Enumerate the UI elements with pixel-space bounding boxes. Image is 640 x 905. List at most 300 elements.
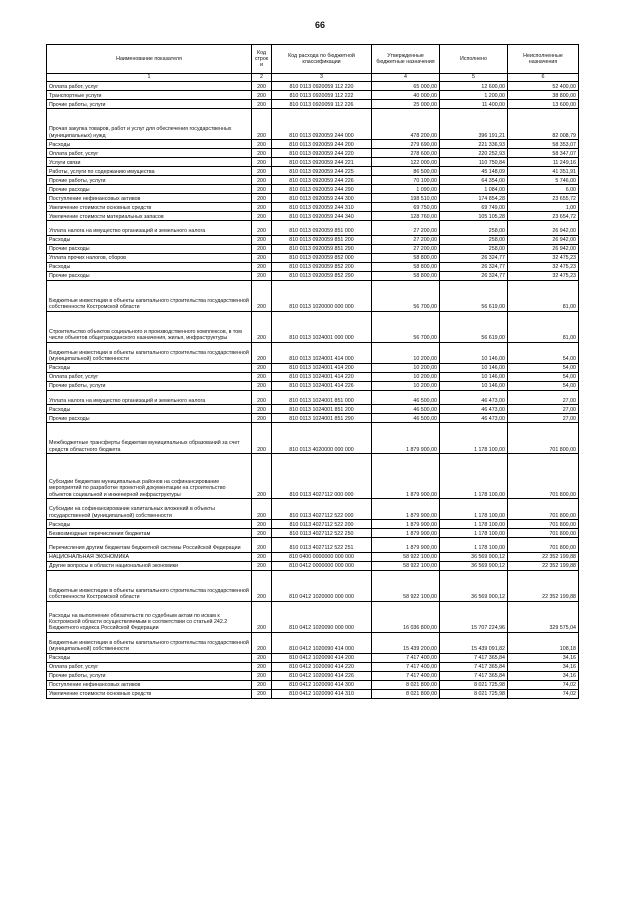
- table-row: [47, 570, 579, 601]
- column-number: 4: [372, 74, 440, 82]
- row-approved: 7 417 400,00: [372, 671, 440, 680]
- row-line-code: 200: [252, 311, 272, 342]
- row-approved: 56 700,00: [372, 311, 440, 342]
- table-row: [47, 109, 579, 140]
- row-line-code: 200: [252, 561, 272, 570]
- row-budget-code: 810 0113 1024001 851 200: [272, 405, 372, 414]
- row-name: Субсидии на софинансирование капитальных вложений в объекты государственной (муниципальной) собственности: [47, 499, 252, 520]
- page-number: 66: [314, 20, 325, 30]
- row-line-code: 200: [252, 680, 272, 689]
- table-row: [47, 262, 579, 271]
- row-unexecuted: 23 654,72: [508, 212, 579, 221]
- row-name: Бюджетные инвестиции в объекты капитального строительства государственной собственности Костромской области: [47, 570, 252, 601]
- table-row: [47, 520, 579, 529]
- row-unexecuted: 32 475,23: [508, 271, 579, 280]
- row-budget-code: 810 0113 1024001 414 000: [272, 342, 372, 363]
- row-budget-code: 810 0113 0920059 244 000: [272, 109, 372, 140]
- row-executed: 46 473,00: [440, 405, 508, 414]
- table-row: [47, 662, 579, 671]
- table-row: [47, 454, 579, 499]
- row-line-code: 200: [252, 372, 272, 381]
- row-approved: 58 800,00: [372, 262, 440, 271]
- row-budget-code: 810 0412 1020000 000 000: [272, 570, 372, 601]
- table-row: [47, 552, 579, 561]
- row-budget-code: 810 0400 0000000 000 000: [272, 552, 372, 561]
- row-executed: 1 178 100,00: [440, 538, 508, 553]
- row-executed: 1 178 100,00: [440, 423, 508, 454]
- row-line-code: 200: [252, 423, 272, 454]
- row-line-code: 200: [252, 91, 272, 100]
- row-approved: 46 500,00: [372, 390, 440, 405]
- row-executed: 1 084,00: [440, 185, 508, 194]
- row-approved: 58 922 100,00: [372, 570, 440, 601]
- row-budget-code: 810 0113 0920059 244 220: [272, 149, 372, 158]
- row-unexecuted: 701 800,00: [508, 529, 579, 538]
- row-executed: 26 324,77: [440, 253, 508, 262]
- row-name: Оплата работ, услуг: [47, 82, 252, 91]
- row-unexecuted: 27,00: [508, 414, 579, 423]
- row-budget-code: 810 0113 0920059 852 200: [272, 262, 372, 271]
- row-line-code: 200: [252, 529, 272, 538]
- column-number: 2: [252, 74, 272, 82]
- table-row: [47, 280, 579, 311]
- row-approved: 8 021 800,00: [372, 689, 440, 698]
- row-executed: 1 200,00: [440, 91, 508, 100]
- table-row: [47, 185, 579, 194]
- header-budget-code: Код расхода по бюджетной классификации: [272, 45, 372, 74]
- row-executed: 8 021 725,98: [440, 689, 508, 698]
- row-budget-code: 810 0113 4027112 522 200: [272, 520, 372, 529]
- table-row: [47, 271, 579, 280]
- column-number-row: [47, 74, 579, 82]
- row-line-code: 200: [252, 280, 272, 311]
- row-executed: 64 354,00: [440, 176, 508, 185]
- table-row: [47, 100, 579, 109]
- row-budget-code: 810 0113 0920059 851 200: [272, 235, 372, 244]
- row-budget-code: 810 0113 0920059 851 000: [272, 221, 372, 236]
- row-budget-code: 810 0113 0920059 244 226: [272, 176, 372, 185]
- row-unexecuted: 701 800,00: [508, 423, 579, 454]
- row-approved: 1 879 900,00: [372, 423, 440, 454]
- row-executed: 110 750,84: [440, 158, 508, 167]
- row-approved: 58 800,00: [372, 253, 440, 262]
- table-row: [47, 167, 579, 176]
- table-row: [47, 140, 579, 149]
- table-row: [47, 149, 579, 158]
- row-budget-code: 810 0113 1024001 851 290: [272, 414, 372, 423]
- row-executed: 10 146,00: [440, 363, 508, 372]
- row-executed: 258,00: [440, 244, 508, 253]
- row-executed: 7 417 365,84: [440, 653, 508, 662]
- row-unexecuted: 1,00: [508, 203, 579, 212]
- table-row: [47, 194, 579, 203]
- row-executed: 396 191,21: [440, 109, 508, 140]
- table-row: [47, 158, 579, 167]
- row-unexecuted: 22 352 199,88: [508, 561, 579, 570]
- row-unexecuted: 13 600,00: [508, 100, 579, 109]
- row-line-code: 200: [252, 653, 272, 662]
- table-row: [47, 601, 579, 632]
- row-unexecuted: 5 746,00: [508, 176, 579, 185]
- row-unexecuted: 54,00: [508, 342, 579, 363]
- column-number: 5: [440, 74, 508, 82]
- row-budget-code: 810 0113 4027112 522 251: [272, 538, 372, 553]
- row-line-code: 200: [252, 140, 272, 149]
- row-name: Оплата работ, услуг: [47, 149, 252, 158]
- table-row: [47, 212, 579, 221]
- row-name: Расходы: [47, 235, 252, 244]
- row-line-code: 200: [252, 167, 272, 176]
- row-name: Другие вопросы в области национальной экономики: [47, 561, 252, 570]
- table-row: [47, 381, 579, 390]
- row-approved: 1 879 900,00: [372, 529, 440, 538]
- row-line-code: 200: [252, 221, 272, 236]
- row-name: Увеличение стоимости основных средств: [47, 203, 252, 212]
- row-unexecuted: 22 352 199,88: [508, 552, 579, 561]
- row-unexecuted: 81,00: [508, 311, 579, 342]
- row-name: Прочие работы, услуги: [47, 381, 252, 390]
- row-name: Оплата работ, услуг: [47, 662, 252, 671]
- row-budget-code: 810 0412 1020090 414 310: [272, 689, 372, 698]
- row-line-code: 200: [252, 601, 272, 632]
- row-budget-code: 810 0113 0920059 244 300: [272, 194, 372, 203]
- row-name: Расходы: [47, 140, 252, 149]
- row-line-code: 200: [252, 185, 272, 194]
- row-line-code: 200: [252, 149, 272, 158]
- row-budget-code: 810 0113 4027112 522 250: [272, 529, 372, 538]
- row-executed: 221 336,93: [440, 140, 508, 149]
- row-name: Уплата налога на имущество организаций и земельного налога: [47, 390, 252, 405]
- row-name: Перечисления другим бюджетам бюджетной системы Российской Федерации: [47, 538, 252, 553]
- row-approved: 478 200,00: [372, 109, 440, 140]
- row-name: Бюджетные инвестиции в объекты капитального строительства государственной (муниципальной) собственности: [47, 632, 252, 653]
- row-name: Прочие расходы: [47, 244, 252, 253]
- row-unexecuted: 58 353,07: [508, 140, 579, 149]
- table-row: [47, 538, 579, 553]
- row-approved: 16 036 800,00: [372, 601, 440, 632]
- row-unexecuted: 54,00: [508, 363, 579, 372]
- row-name: Уплата налога на имущество организаций и земельного налога: [47, 221, 252, 236]
- row-budget-code: 810 0113 1024001 414 226: [272, 381, 372, 390]
- table-row: [47, 414, 579, 423]
- row-name: Бюджетные инвестиции в объекты капитального строительства государственной (муниципальной) собственности: [47, 342, 252, 363]
- row-executed: 26 324,77: [440, 271, 508, 280]
- row-line-code: 200: [252, 405, 272, 414]
- row-unexecuted: 34,16: [508, 662, 579, 671]
- row-name: Бюджетные инвестиции в объекты капитального строительства государственной собственности Костромской области: [47, 280, 252, 311]
- row-approved: 58 922 100,00: [372, 561, 440, 570]
- row-line-code: 200: [252, 253, 272, 262]
- row-line-code: 200: [252, 235, 272, 244]
- table-row: [47, 372, 579, 381]
- row-budget-code: 810 0113 0920059 852 000: [272, 253, 372, 262]
- row-budget-code: 810 0113 0920059 112 222: [272, 91, 372, 100]
- row-budget-code: 810 0113 0920059 244 225: [272, 167, 372, 176]
- row-line-code: 200: [252, 414, 272, 423]
- row-name: Работы, услуги по содержанию имущества: [47, 167, 252, 176]
- table-row: [47, 311, 579, 342]
- table-row: [47, 91, 579, 100]
- row-approved: 7 417 400,00: [372, 662, 440, 671]
- row-executed: 26 324,77: [440, 262, 508, 271]
- row-name: Прочие работы, услуги: [47, 176, 252, 185]
- row-unexecuted: 701 800,00: [508, 454, 579, 499]
- table-row: [47, 561, 579, 570]
- row-executed: 36 569 900,12: [440, 570, 508, 601]
- row-unexecuted: 54,00: [508, 381, 579, 390]
- row-budget-code: 810 0113 1024001 414 220: [272, 372, 372, 381]
- row-approved: 15 439 200,00: [372, 632, 440, 653]
- row-line-code: 200: [252, 244, 272, 253]
- row-name: Прочие расходы: [47, 271, 252, 280]
- table-row: [47, 342, 579, 363]
- row-budget-code: 810 0113 0920059 244 340: [272, 212, 372, 221]
- row-unexecuted: 34,16: [508, 653, 579, 662]
- table-row: [47, 499, 579, 520]
- row-executed: 11 400,00: [440, 100, 508, 109]
- row-line-code: 200: [252, 390, 272, 405]
- row-executed: 46 473,00: [440, 390, 508, 405]
- row-executed: 8 021 725,98: [440, 680, 508, 689]
- row-executed: 1 178 100,00: [440, 520, 508, 529]
- row-name: Увеличение стоимости материальных запасов: [47, 212, 252, 221]
- row-line-code: 200: [252, 363, 272, 372]
- row-line-code: 200: [252, 632, 272, 653]
- row-budget-code: 810 0412 1020090 414 000: [272, 632, 372, 653]
- table-row: [47, 390, 579, 405]
- row-budget-code: 810 0113 0920059 244 200: [272, 140, 372, 149]
- table-row: [47, 363, 579, 372]
- table-row: [47, 203, 579, 212]
- row-line-code: 200: [252, 158, 272, 167]
- header-unexecuted: Неисполненные назначения: [508, 45, 579, 74]
- row-budget-code: 810 0412 1020090 414 200: [272, 653, 372, 662]
- row-executed: 36 569 900,12: [440, 552, 508, 561]
- row-budget-code: 810 0412 1020090 000 000: [272, 601, 372, 632]
- row-executed: 7 417 365,84: [440, 662, 508, 671]
- row-executed: 258,00: [440, 235, 508, 244]
- row-name: Прочие расходы: [47, 414, 252, 423]
- row-approved: 1 879 900,00: [372, 520, 440, 529]
- row-budget-code: 810 0412 0000000 000 000: [272, 561, 372, 570]
- row-approved: 1 879 900,00: [372, 499, 440, 520]
- row-name: Субсидии бюджетам муниципальных районов на софинансирование мероприятий по разработке проектной документации на строительство объектов социальной и инженерной инфраструктуры: [47, 454, 252, 499]
- row-name: Прочие работы, услуги: [47, 100, 252, 109]
- row-unexecuted: 74,02: [508, 680, 579, 689]
- table-row: [47, 82, 579, 91]
- row-approved: 86 500,00: [372, 167, 440, 176]
- row-unexecuted: 26 942,00: [508, 235, 579, 244]
- row-name: Расходы: [47, 363, 252, 372]
- table-row: [47, 632, 579, 653]
- row-unexecuted: 27,00: [508, 405, 579, 414]
- table-row: [47, 423, 579, 454]
- header-line-code: Код строк и: [252, 45, 272, 74]
- row-budget-code: 810 0113 1024001 000 000: [272, 311, 372, 342]
- row-name: Расходы: [47, 520, 252, 529]
- row-unexecuted: 26 942,00: [508, 244, 579, 253]
- row-line-code: 200: [252, 262, 272, 271]
- row-executed: 56 619,00: [440, 311, 508, 342]
- row-executed: 174 854,28: [440, 194, 508, 203]
- row-unexecuted: 34,16: [508, 671, 579, 680]
- row-approved: 46 500,00: [372, 414, 440, 423]
- row-unexecuted: 26 942,00: [508, 221, 579, 236]
- row-line-code: 200: [252, 520, 272, 529]
- column-number: 6: [508, 74, 579, 82]
- row-executed: 105 105,28: [440, 212, 508, 221]
- row-unexecuted: 27,00: [508, 390, 579, 405]
- row-executed: 1 178 100,00: [440, 499, 508, 520]
- row-approved: 69 750,00: [372, 203, 440, 212]
- row-approved: 40 000,00: [372, 91, 440, 100]
- row-budget-code: 810 0113 4020000 000 000: [272, 423, 372, 454]
- row-approved: 65 000,00: [372, 82, 440, 91]
- row-approved: 122 000,00: [372, 158, 440, 167]
- row-name: Расходы: [47, 653, 252, 662]
- row-unexecuted: 701 800,00: [508, 520, 579, 529]
- row-name: Увеличение стоимости основных средств: [47, 689, 252, 698]
- row-name: Расходы: [47, 405, 252, 414]
- row-line-code: 200: [252, 381, 272, 390]
- row-unexecuted: 701 800,00: [508, 499, 579, 520]
- row-line-code: 200: [252, 100, 272, 109]
- row-line-code: 200: [252, 212, 272, 221]
- row-approved: 10 200,00: [372, 372, 440, 381]
- row-approved: 27 200,00: [372, 221, 440, 236]
- table-row: [47, 221, 579, 236]
- row-budget-code: 810 0113 0920059 851 290: [272, 244, 372, 253]
- row-unexecuted: 23 655,72: [508, 194, 579, 203]
- row-executed: 258,00: [440, 221, 508, 236]
- row-executed: 46 473,00: [440, 414, 508, 423]
- row-unexecuted: 41 351,91: [508, 167, 579, 176]
- row-approved: 1 879 900,00: [372, 454, 440, 499]
- row-unexecuted: 6,00: [508, 185, 579, 194]
- row-line-code: 200: [252, 454, 272, 499]
- row-name: Строительство объектов социального и производственного комплексов, в том числе объектов общегражданского назначения, жилья, инфраструктуры: [47, 311, 252, 342]
- row-line-code: 200: [252, 538, 272, 553]
- row-budget-code: 810 0113 1024001 414 200: [272, 363, 372, 372]
- row-name: Оплата работ, услуг: [47, 372, 252, 381]
- row-approved: 10 200,00: [372, 342, 440, 363]
- row-line-code: 200: [252, 662, 272, 671]
- table-row: [47, 671, 579, 680]
- row-unexecuted: 329 575,04: [508, 601, 579, 632]
- row-unexecuted: 32 475,23: [508, 253, 579, 262]
- row-executed: 1 178 100,00: [440, 454, 508, 499]
- row-executed: 10 146,00: [440, 381, 508, 390]
- row-approved: 279 690,00: [372, 140, 440, 149]
- row-executed: 36 569 900,12: [440, 561, 508, 570]
- table-row: [47, 244, 579, 253]
- row-approved: 70 100,00: [372, 176, 440, 185]
- row-name: Безвозмездные перечисления бюджетам: [47, 529, 252, 538]
- row-budget-code: 810 0113 0920059 244 221: [272, 158, 372, 167]
- row-approved: 278 600,00: [372, 149, 440, 158]
- row-executed: 1 178 100,00: [440, 529, 508, 538]
- row-unexecuted: 54,00: [508, 372, 579, 381]
- row-executed: 56 619,00: [440, 280, 508, 311]
- row-approved: 128 760,00: [372, 212, 440, 221]
- row-name: Расходы: [47, 262, 252, 271]
- table-row: [47, 653, 579, 662]
- row-line-code: 200: [252, 194, 272, 203]
- row-name: Поступление нефинансовых активов: [47, 194, 252, 203]
- row-executed: 12 600,00: [440, 82, 508, 91]
- row-unexecuted: 82 008,79: [508, 109, 579, 140]
- row-budget-code: 810 0113 0920059 112 226: [272, 100, 372, 109]
- row-approved: 27 200,00: [372, 244, 440, 253]
- row-approved: 10 200,00: [372, 363, 440, 372]
- row-approved: 8 021 800,00: [372, 680, 440, 689]
- row-name: Услуги связи: [47, 158, 252, 167]
- table-row: [47, 689, 579, 698]
- row-budget-code: 810 0113 0920059 244 310: [272, 203, 372, 212]
- row-budget-code: 810 0113 0920059 112 220: [272, 82, 372, 91]
- row-unexecuted: 22 352 199,88: [508, 570, 579, 601]
- row-name: Прочая закупка товаров, работ и услуг для обеспечения государственных (муниципальных) нужд: [47, 109, 252, 140]
- row-name: Межбюджетные трансферты бюджетам муниципальных образований за счет средств областного бюджета: [47, 423, 252, 454]
- row-executed: 10 146,00: [440, 372, 508, 381]
- row-executed: 45 148,09: [440, 167, 508, 176]
- row-unexecuted: 108,18: [508, 632, 579, 653]
- row-approved: 58 800,00: [372, 271, 440, 280]
- row-executed: 69 749,00: [440, 203, 508, 212]
- row-unexecuted: 701 800,00: [508, 538, 579, 553]
- row-budget-code: 810 0412 1020090 414 226: [272, 671, 372, 680]
- row-approved: 27 200,00: [372, 235, 440, 244]
- table-row: [47, 235, 579, 244]
- row-line-code: 200: [252, 109, 272, 140]
- budget-execution-table: [46, 44, 579, 699]
- row-budget-code: 810 0412 1020090 414 220: [272, 662, 372, 671]
- row-budget-code: 810 0113 1024001 851 000: [272, 390, 372, 405]
- row-approved: 1 879 900,00: [372, 538, 440, 553]
- table-row: [47, 529, 579, 538]
- column-number: 1: [47, 74, 252, 82]
- row-line-code: 200: [252, 552, 272, 561]
- row-approved: 10 200,00: [372, 381, 440, 390]
- row-line-code: 200: [252, 271, 272, 280]
- row-name: НАЦИОНАЛЬНАЯ ЭКОНОМИКА: [47, 552, 252, 561]
- row-executed: 15 439 091,82: [440, 632, 508, 653]
- header-approved: Утвержденные бюджетные назначения: [372, 45, 440, 74]
- row-approved: 56 700,00: [372, 280, 440, 311]
- table-row: [47, 405, 579, 414]
- row-approved: 58 922 100,00: [372, 552, 440, 561]
- row-unexecuted: 52 400,00: [508, 82, 579, 91]
- row-approved: 7 417 400,00: [372, 653, 440, 662]
- row-budget-code: 810 0113 0920059 244 290: [272, 185, 372, 194]
- row-unexecuted: 81,00: [508, 280, 579, 311]
- row-name: Прочие расходы: [47, 185, 252, 194]
- row-budget-code: 810 0113 4027112 000 000: [272, 454, 372, 499]
- row-executed: 7 417 365,84: [440, 671, 508, 680]
- row-approved: 46 500,00: [372, 405, 440, 414]
- row-executed: 15 707 224,96: [440, 601, 508, 632]
- row-line-code: 200: [252, 671, 272, 680]
- row-name: Прочие работы, услуги: [47, 671, 252, 680]
- row-unexecuted: 58 347,07: [508, 149, 579, 158]
- row-line-code: 200: [252, 499, 272, 520]
- row-executed: 10 146,00: [440, 342, 508, 363]
- table-body: [47, 82, 579, 699]
- row-line-code: 200: [252, 342, 272, 363]
- column-number: 3: [272, 74, 372, 82]
- row-line-code: 200: [252, 570, 272, 601]
- row-line-code: 200: [252, 82, 272, 91]
